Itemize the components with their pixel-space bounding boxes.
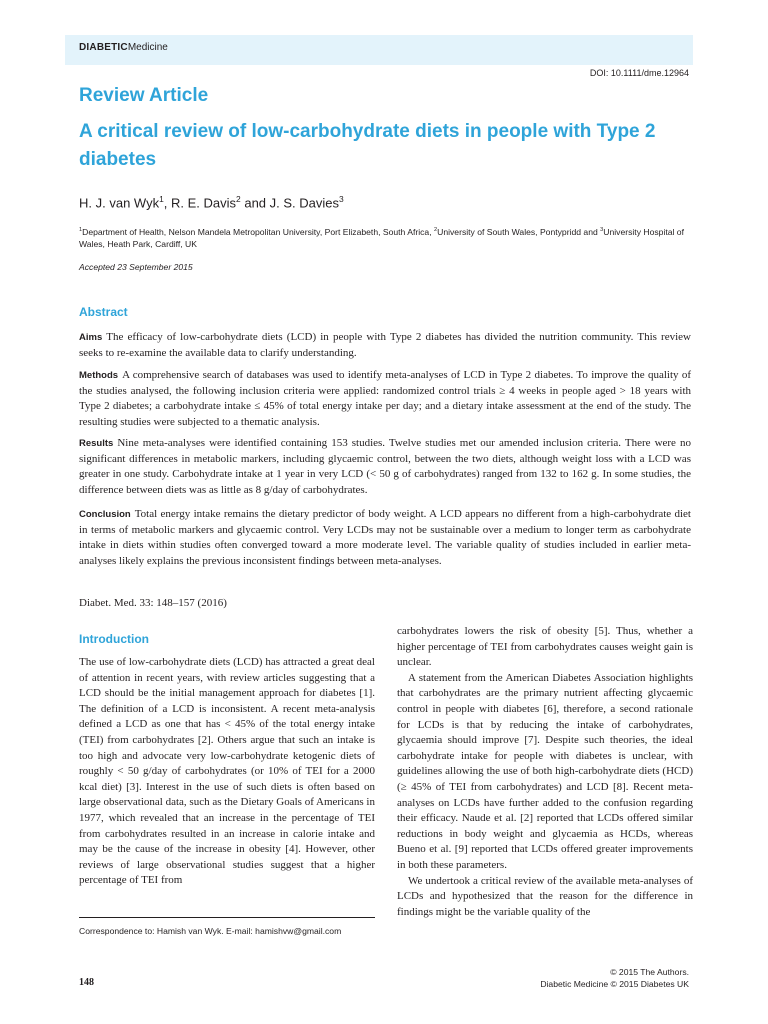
article-title: A critical review of low-carbohydrate diets in people with Type 2 diabetes (79, 121, 656, 170)
abstract-text: Total energy intake remains the dietary predictor of body weight. A LCD appears no different from a high-carbohydrate diet in terms of metabolic markers and glycaemic control. Very LCDs may not be sustainable over a medium to longer term as carbohydrate intake in diets within studies often converged toward a more moderate level. The variable quality of studies included in earlier meta-analyses likely explains the previous inconsistent findings between meta-analyses. (79, 508, 691, 567)
abstract-label: Aims (79, 332, 103, 343)
abstract-label: Methods (79, 370, 119, 381)
page-number: 148 (79, 977, 94, 988)
author-name[interactable]: R. E. Davis (171, 195, 237, 211)
author-name[interactable]: J. S. Davies (269, 195, 340, 211)
author-affil-marker: 1 (159, 194, 164, 204)
body-column-right (397, 624, 693, 920)
copyright-line: © 2015 The Authors. (610, 967, 689, 977)
affiliations (79, 224, 693, 250)
author-affil-marker: 2 (236, 194, 241, 204)
affil-marker: 3 (600, 227, 604, 233)
abstract-conclusion (79, 507, 691, 569)
abstract-results (79, 436, 691, 498)
introduction-heading: Introduction (79, 632, 149, 646)
affiliation: Department of Health, Nelson Mandela Metropolitan University, Port Elizabeth, South Africa, (82, 226, 434, 237)
doi-link[interactable]: DOI: 10.1111/dme.12964 (589, 68, 689, 78)
footnote-divider (79, 917, 375, 918)
body-column-left (79, 655, 375, 889)
accepted-date: Accepted 23 September 2015 (79, 262, 193, 272)
journal-name-bold: DIABETIC (79, 42, 128, 53)
abstract-label: Conclusion (79, 509, 131, 520)
affil-marker: 1 (79, 227, 83, 233)
journal-name-rest: Medicine (127, 42, 168, 53)
body-paragraph: We undertook a critical review of the available meta-analyses of LCDs and hypothesized that the reason for the difference in findings might be the variable quality of the (397, 874, 693, 918)
journal-name (79, 42, 168, 53)
author-separator: and (240, 195, 270, 211)
body-paragraph: The use of low-carbohydrate diets (LCD) has attracted a great deal of attention in recent years, with review articles suggesting that a LCD should be the initial management approach for diabetes [1]. The definition of a LCD is inconsistent. A recent meta-analysis defined a LCD as one that has < 45% of the total energy intake (TEI) from carbohydrates [2]. Others argue that such an intake is too high and advocate very low-carbohydrate ketogenic diets of roughly < 50 g/day of carbohydrates (or 10% of TEI for a 2000 kcal diet) [3]. Interest in the use of such diets is often based on large observational data, such as the Dietary Goals of Americans in 1977, which revealed that an increase in the percentage of TEI from carbohydrates resulted in an increase in calorie intake and may be the cause of the increase in obesity [4]. However, other reviews of large observational studies suggest that a higher percentage of TEI from (79, 656, 375, 887)
affiliation: University Hospital of Wales, Heath Park, Cardiff, UK (79, 226, 684, 249)
abstract-text: A comprehensive search of databases was used to identify meta-analyses of LCD in Type 2 diabetes. To improve the quality of the studies analysed, the following inclusion criteria were applied: randomized control trials ≥ 4 weeks in people aged > 18 years with Type 2 diabetes; a carbohydrate intake ≤ 45% of total energy intake per day; and a dietary intake assessment at the end of the study. The resulting studies were subjected to a thematic analysis. (79, 369, 691, 428)
abstract-label: Results (79, 438, 114, 449)
affiliation: University of South Wales, Pontypridd and (437, 226, 601, 237)
abstract-methods (79, 368, 691, 430)
abstract-aims (79, 330, 691, 361)
body-paragraph: A statement from the American Diabetes Association highlights that carbohydrates are the primary nutrient affecting glycaemic control in people with diabetes [6], therefore, a second rationale for LCDs is that by reducing the intake of carbohydrates, glycaemia should improve [7]. Despite such theories, the ideal carbohydrate intake for people with diabetes is unclear, with guidelines allowing the use of both high-carbohydrate diets (HCD) (≥ 45% of TEI from carbohydrates) and LCD [8]. Recent meta-analyses on LCDs have further added to the confusion regarding their efficacy. Naude et al. [2] reported that LCDs offered similar reductions in body weight and glycaemia as HCDs, whereas Bueno et al. [9] reported that LCDs offered greater improvements in both these parameters. (397, 671, 693, 871)
author-separator: , (163, 195, 172, 211)
article-type: Review Article (79, 85, 209, 106)
abstract-text: The efficacy of low-carbohydrate diets (LCD) in people with Type 2 diabetes has divided the nutrition community. This review seeks to re-examine the available data to clarify understanding. (79, 331, 691, 359)
author-list (79, 194, 344, 210)
author-name[interactable]: H. J. van Wyk (79, 195, 160, 211)
correspondence-note: Correspondence to: Hamish van Wyk. E-mail: hamishvw@gmail.com (79, 926, 342, 936)
affil-marker: 2 (434, 227, 438, 233)
abstract-text: Nine meta-analyses were identified containing 153 studies. Twelve studies met our amended inclusion criteria. There were no significant differences in metabolic markers, including glycaemic control, between the two diets, although weight loss with a LCD was greater in one study. Carbohydrate intake at 1 year in very LCD (< 50 g of carbohydrates) ranged from 132 to 162 g. In some studies, the difference between diets was as little as 8 g/day of carbohydrates. (79, 437, 691, 496)
abstract-heading: Abstract (79, 305, 128, 319)
copyright-line: Diabetic Medicine © 2015 Diabetes UK (540, 979, 689, 989)
body-paragraph: carbohydrates lowers the risk of obesity [5]. Thus, whether a higher percentage of TEI from carbohydrates causes weight gain is unclear. (397, 625, 693, 669)
author-affil-marker: 3 (339, 194, 344, 204)
journal-citation: Diabet. Med. 33: 148–157 (2016) (79, 597, 227, 609)
copyright-notice (540, 966, 689, 990)
